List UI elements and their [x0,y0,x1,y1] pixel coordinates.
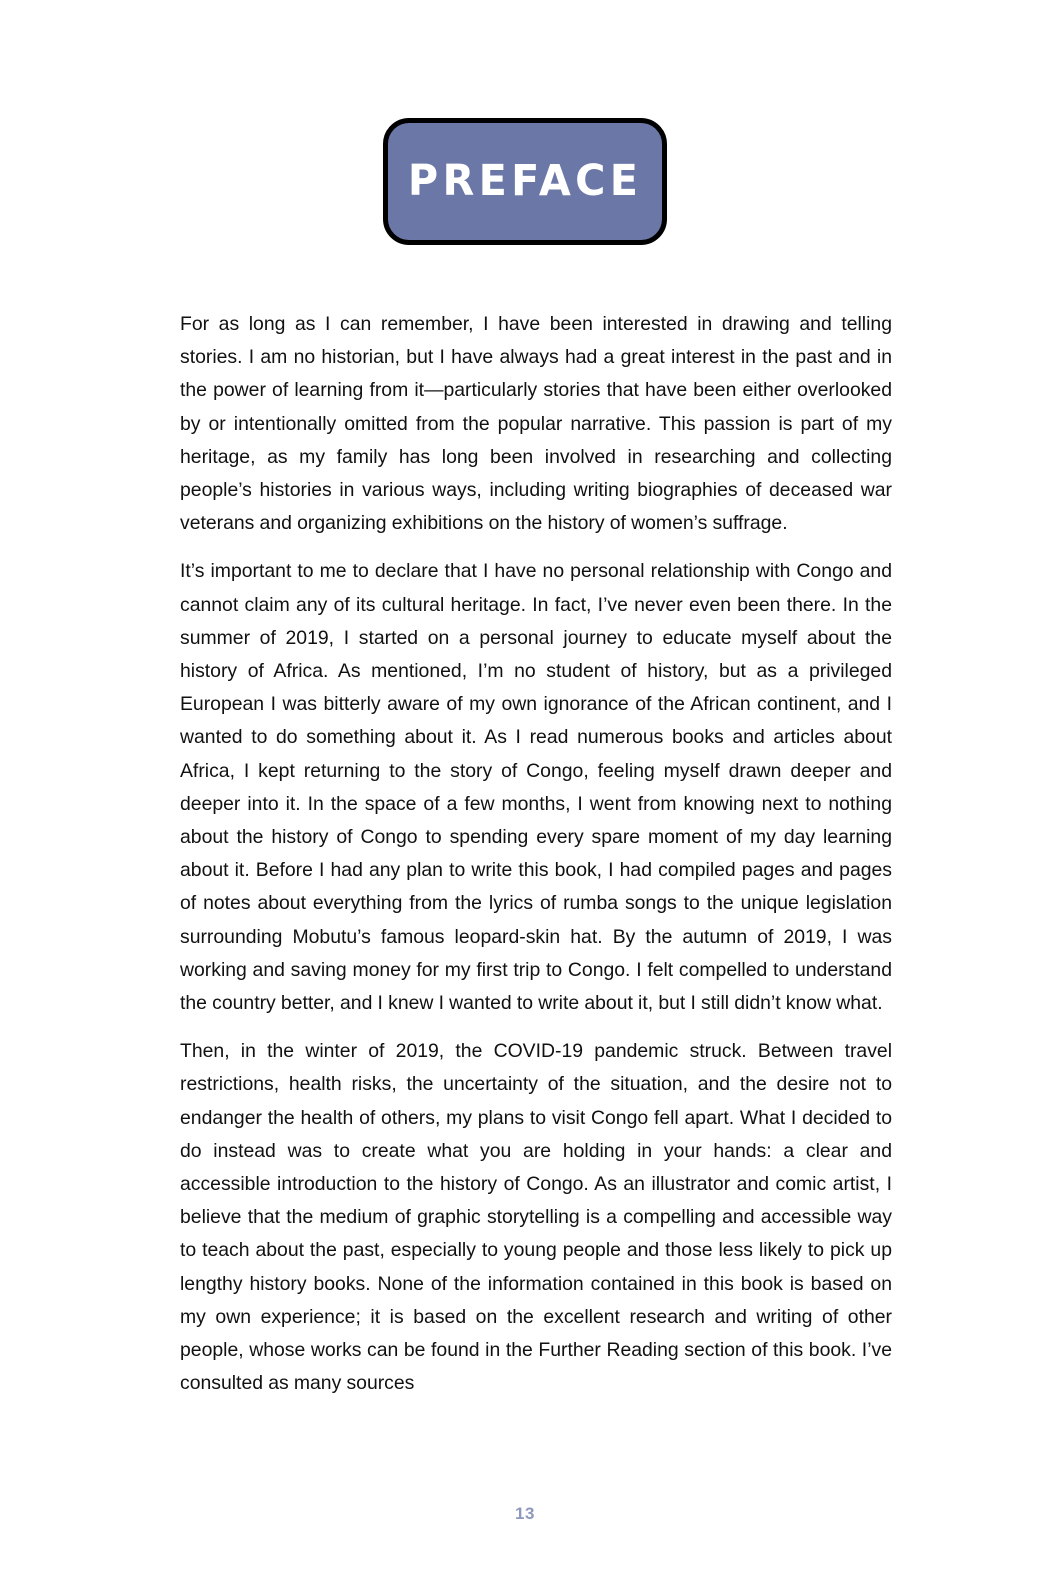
body-paragraph-3: Then, in the winter of 2019, the COVID-19 pandemic struck. Between travel restrictions, health risks, the uncertainty of the situation, and the desire not to endanger the health of others, my plans to visit Congo fell apart. What I decided to do instead was to create what you are holding in your hands: a clear and accessible introduction to the history of Congo. As an illustrator and comic artist, I believe that the medium of graphic storytelling is a compelling and accessible way to teach about the past, especially to young people and those less likely to pick up lengthy history books. None of the information contained in this book is based on my own experience; it is based on the excellent research and writing of other people, whose works can be found in the Further Reading section of this book. I’ve consulted as many sources [180,1040,892,1395]
body-paragraph-1: For as long as I can remember, I have been interested in drawing and telling stories. I am no historian, but I have always had a great interest in the past and in the power of learning from it—particularly stories that have been either overlooked by or intentionally omitted from the popular narrative. This passion is part of my heritage, as my family has long been involved in researching and collecting people’s histories in various ways, including writing biographies of deceased war veterans and organizing exhibitions on the history of women’s suffrage. [180,313,892,535]
page-number: 13 [515,1504,535,1523]
body-text-column [180,308,892,1401]
chapter-title-badge [383,118,667,245]
chapter-title-label: PREFACE [407,156,643,206]
body-paragraph-2: It’s important to me to declare that I have no personal relationship with Congo and cannot claim any of its cultural heritage. In fact, I’ve never even been there. In the summer of 2019, I started on a personal journey to educate myself about the history of Africa. As mentioned, I’m no student of history, but as a privileged European I was bitterly aware of my own ignorance of the African continent, and I wanted to do something about it. As I read numerous books and articles about Africa, I kept returning to the story of Congo, feeling myself drawn deeper and deeper into it. In the space of a few months, I went from knowing next to nothing about the history of Congo to spending every spare moment of my day learning about it. Before I had any plan to write this book, I had compiled pages and pages of notes about everything from the lyrics of rumba songs to the unique legislation surrounding Mobutu’s famous leopard-skin hat. By the autumn of 2019, I was working and saving money for my first trip to Congo. I felt compelled to understand the country better, and I knew I wanted to write about it, but I still didn’t know what. [180,560,892,1015]
chapter-title-area [0,0,1050,245]
